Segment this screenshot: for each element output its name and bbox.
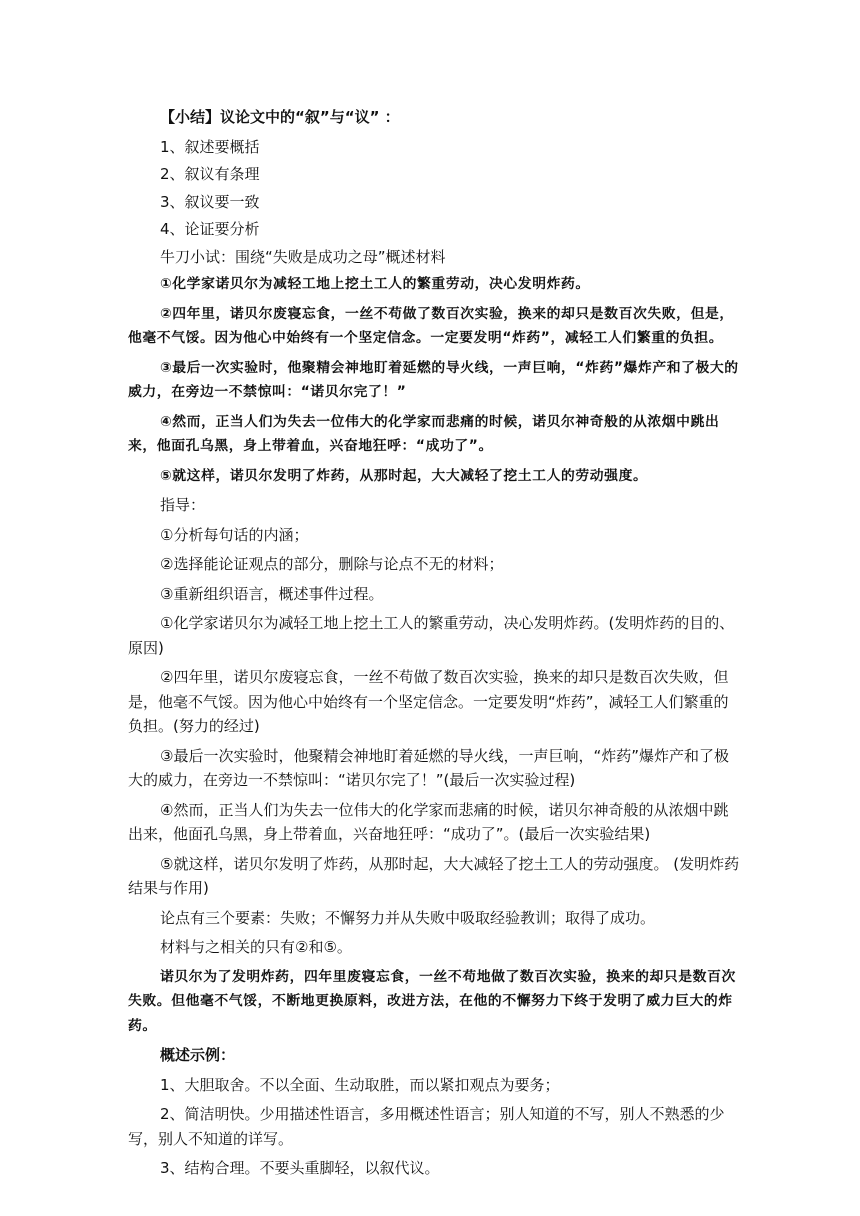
example-label: 概述示例： xyxy=(160,1046,236,1064)
document-body xyxy=(128,105,740,1186)
annotated-paragraph: ③最后一次实验时，他聚精会神地盯着延燃的导火线，一声巨响，“炸药”爆炸产和了极大的威力，在旁边一不禁惊叫：“诺贝尔完了！”(最后一次实验过程) xyxy=(128,746,729,789)
material-paragraph: ④然而，正当人们为失去一位伟大的化学家而悲痛的时候，诺贝尔神奇般的从浓烟中跳出来，他面孔乌黑，身上带着血，兴奋地狂呼：“成功了”。 xyxy=(128,413,720,454)
example-item: 2、简洁明快。少用描述性语言，多用概述性语言；别人知道的不写，别人不熟悉的少写，别人不知道的详写。 xyxy=(128,1105,725,1148)
annotated-paragraph: ②四年里，诺贝尔废寝忘食，一丝不苟做了数百次实验，换来的却只是数百次失败，但是，他毫不气馁。因为他心中始终有一个坚定信念。一定要发明“炸药”，减轻工人们繁重的负担。(努力的经过) xyxy=(128,668,729,735)
guide-label: 指导： xyxy=(160,496,206,514)
material-paragraph: ②四年里，诺贝尔废寝忘食，一丝不苟做了数百次实验，换来的却只是数百次失败，但是，他毫不气馁。因为他心中始终有一个坚定信念。一定要发明“炸药”，减轻工人们繁重的负担。 xyxy=(128,305,734,346)
material-paragraph: ①化学家诺贝尔为减轻工地上挖土工人的繁重劳动，决心发明炸药。 xyxy=(160,276,590,292)
guide-item: ②选择能论证观点的部分，删除与论点不无的材料； xyxy=(160,555,504,573)
material-paragraph: ③最后一次实验时，他聚精会神地盯着延燃的导火线，一声巨响，“炸药”爆炸产和了极大的威力，在旁边一不禁惊叫：“诺贝尔完了！” xyxy=(128,359,739,400)
summary-item: 1、叙述要概括 xyxy=(160,137,260,156)
annotated-paragraph: ④然而，正当人们为失去一位伟大的化学家而悲痛的时候，诺贝尔神奇般的从浓烟中跳出来，他面孔乌黑，身上带着血，兴奋地狂呼：“成功了”。(最后一次实验结果) xyxy=(128,800,729,843)
exercise-intro: 牛刀小试：围绕“失败是成功之母”概述材料 xyxy=(160,247,446,266)
example-item: 1、大胆取舍。不以全面、生动取胜，而以紧扣观点为要务； xyxy=(160,1075,560,1094)
related-materials: 材料与之相关的只有②和⑤。 xyxy=(160,938,352,956)
summary-item: 4、论证要分析 xyxy=(160,220,260,238)
sample-summary: 诺贝尔为了发明炸药，四年里废寝忘食，一丝不苟地做了数百次实验，换来的却只是数百次失败。但他毫不气馁，不断地更换原料，改进方法，在他的不懈努力下终于发明了威力巨大的炸药。 xyxy=(128,968,736,1034)
guide-item: ③重新组织语言，概述事件过程。 xyxy=(160,584,384,603)
summary-item: 2、叙议有条理 xyxy=(160,165,260,183)
annotated-paragraph: ①化学家诺贝尔为减轻工地上挖土工人的繁重劳动，决心发明炸药。(发明炸药的目的、原因) xyxy=(128,614,735,657)
summary-heading: 【小结】议论文中的“叙”与“议” ： xyxy=(160,108,400,126)
example-item: 3、结构合理。不要头重脚轻，以叙代议。 xyxy=(160,1159,440,1177)
annotated-paragraph: ⑤就这样，诺贝尔发明了炸药，从那时起，大大减轻了挖土工人的劳动强度。 (发明炸药结果与作用) xyxy=(128,854,740,897)
guide-item: ①分析每句话的内涵； xyxy=(160,525,309,544)
summary-item: 3、叙议要一致 xyxy=(160,192,260,211)
material-paragraph: ⑤就这样，诺贝尔发明了炸药，从那时起，大大减轻了挖土工人的劳动强度。 xyxy=(160,467,648,484)
thesis-statement: 论点有三个要素：失败；不懈努力并从失败中吸取经验教训；取得了成功。 xyxy=(160,908,656,927)
